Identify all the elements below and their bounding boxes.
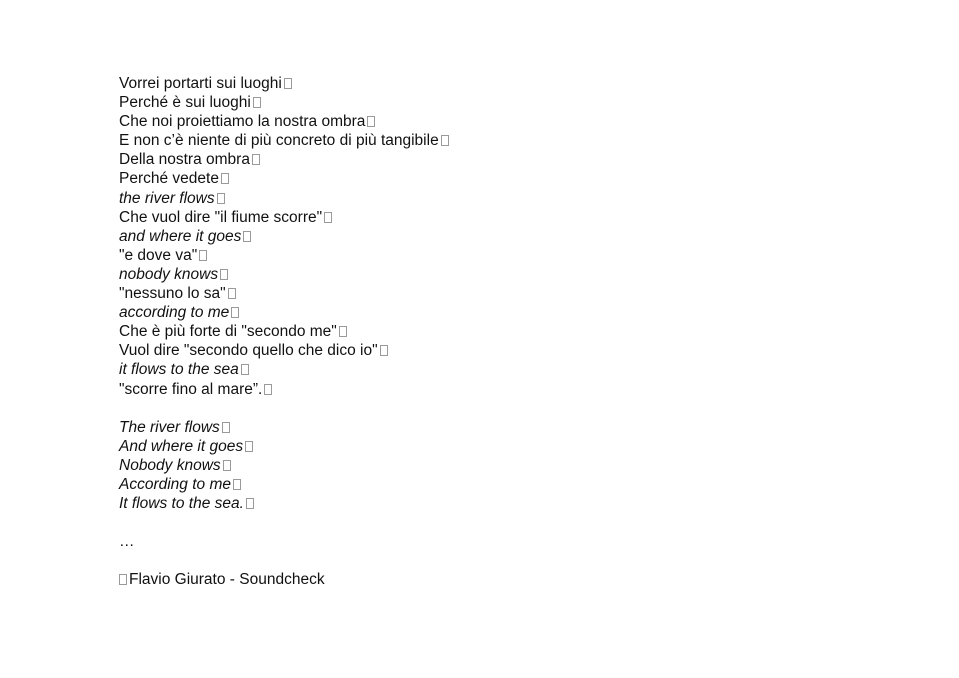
stanza-2: [119, 418, 879, 513]
poem-line-english: according to me: [119, 303, 879, 322]
missing-glyph-icon: [199, 250, 207, 261]
poem-line-english: According to me: [119, 475, 879, 494]
poem-line: Perché vedete: [119, 169, 879, 188]
missing-glyph-icon: [245, 441, 253, 452]
missing-glyph-icon: [241, 364, 249, 375]
attribution-line: Flavio Giurato - Soundcheck: [119, 570, 879, 589]
poem-line: Vuol dire "secondo quello che dico io": [119, 341, 879, 360]
poem-line-english: it flows to the sea: [119, 360, 879, 379]
poem-line-english: nobody knows: [119, 265, 879, 284]
poem-line-english: And where it goes: [119, 437, 879, 456]
missing-glyph-icon: [233, 479, 241, 490]
poem-line: Che noi proiettiamo la nostra ombra: [119, 112, 879, 131]
poem-line: E non c’è niente di più concreto di più tangibile: [119, 131, 879, 150]
poem-line-english: and where it goes: [119, 227, 879, 246]
missing-glyph-icon: [220, 269, 228, 280]
blank-line: [119, 513, 879, 532]
poem-line: Che vuol dire "il fiume scorre": [119, 208, 879, 227]
missing-glyph-icon: [252, 154, 260, 165]
missing-glyph-icon: [324, 212, 332, 223]
missing-glyph-icon: [243, 231, 251, 242]
missing-glyph-icon: [367, 116, 375, 127]
poem-line: Perché è sui luoghi: [119, 93, 879, 112]
missing-glyph-icon: [284, 78, 292, 89]
missing-glyph-icon: [221, 173, 229, 184]
missing-glyph-icon: [246, 498, 254, 509]
missing-glyph-icon: [231, 307, 239, 318]
missing-glyph-icon: [119, 574, 127, 585]
missing-glyph-icon: [339, 326, 347, 337]
poem-line: "scorre fino al mare”.: [119, 380, 879, 399]
blank-line: [119, 399, 879, 418]
missing-glyph-icon: [441, 135, 449, 146]
missing-glyph-icon: [222, 422, 230, 433]
poem-line-english: Nobody knows: [119, 456, 879, 475]
missing-glyph-icon: [253, 97, 261, 108]
missing-glyph-icon: [380, 345, 388, 356]
ellipsis-line: …: [119, 533, 135, 551]
missing-glyph-icon: [264, 384, 272, 395]
missing-glyph-icon: [217, 193, 225, 204]
missing-glyph-icon: [228, 288, 236, 299]
poem-line: Vorrei portarti sui luoghi: [119, 74, 879, 93]
missing-glyph-icon: [223, 460, 231, 471]
blank-line: [119, 551, 879, 570]
poem-line-english: It flows to the sea.: [119, 494, 879, 513]
stanza-1: [119, 74, 879, 399]
poem-text: [119, 74, 879, 590]
poem-line: Che è più forte di "secondo me": [119, 322, 879, 341]
poem-line-english: the river flows: [119, 189, 879, 208]
poem-line: "e dove va": [119, 246, 879, 265]
poem-line: Della nostra ombra: [119, 150, 879, 169]
poem-line: "nessuno lo sa": [119, 284, 879, 303]
poem-line-english: The river flows: [119, 418, 879, 437]
